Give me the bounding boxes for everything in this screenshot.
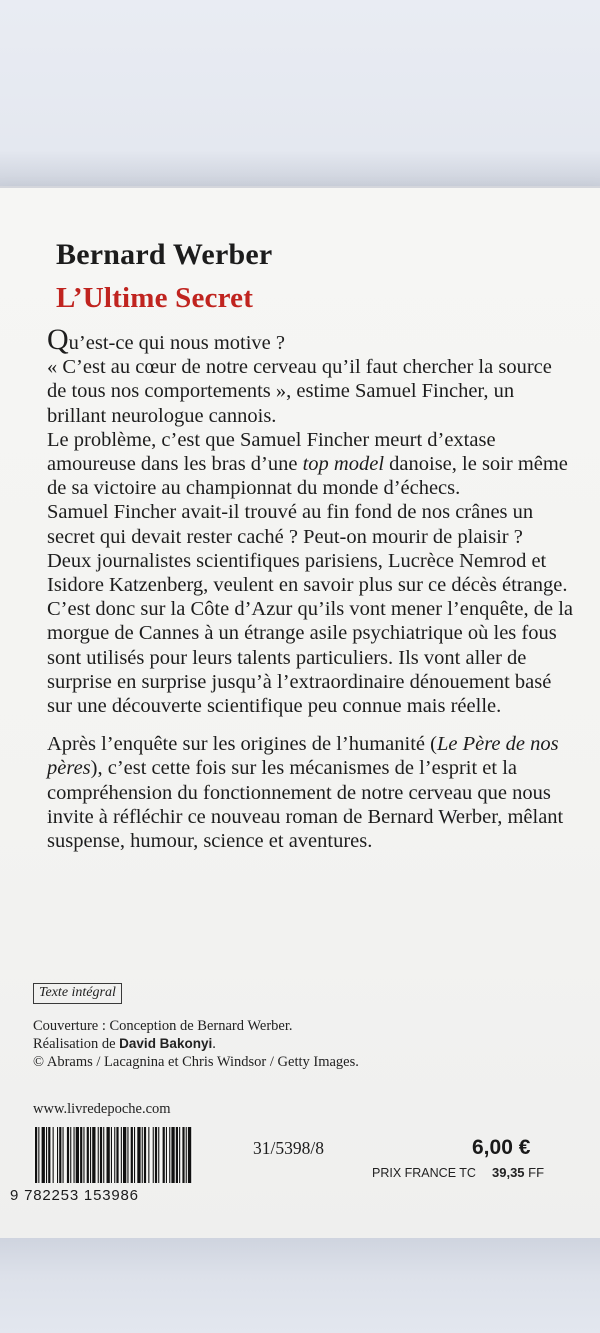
barcode-bar <box>121 1127 122 1183</box>
barcode-bar <box>67 1127 69 1183</box>
barcode-bar <box>176 1127 178 1183</box>
p5-text-before: Après l’enquête sur les origines de l’humanité ( <box>47 733 437 756</box>
realisation-suffix: . <box>212 1036 216 1052</box>
barcode-bar <box>123 1127 126 1183</box>
barcode-bar <box>46 1127 47 1183</box>
barcode-bar <box>92 1127 95 1183</box>
blurb-opening-line <box>47 323 575 356</box>
prix-france-value <box>492 1165 544 1180</box>
barcode-bar <box>103 1127 104 1183</box>
barcode-bar <box>57 1127 58 1183</box>
barcode-bar <box>163 1127 165 1183</box>
barcode-bar <box>38 1127 39 1183</box>
barcode-bar <box>42 1127 45 1183</box>
barcode-bar <box>48 1127 50 1183</box>
barcode-bar <box>53 1127 54 1183</box>
prix-france-label: PRIX FRANCE TC <box>372 1166 476 1180</box>
barcode-bar <box>182 1127 184 1183</box>
blurb-paragraph-5 <box>47 732 575 853</box>
background-shadow <box>0 150 600 190</box>
barcode-bar <box>80 1127 82 1183</box>
blurb-paragraph-1: « C’est au cœur de notre cerveau qu’il faut chercher la source de tous nos comportements », estime Samuel Fincher, un brillant neurologue cannois. <box>47 356 552 427</box>
barcode-bar <box>158 1127 159 1183</box>
barcode-bar <box>98 1127 99 1183</box>
barcode <box>33 1127 193 1183</box>
p2-italic: top model <box>302 453 385 476</box>
barcode-bar <box>74 1127 75 1183</box>
p2-text-before: Le problème, c’est que Samuel Fincher meurt d’extase amoureuse dans les bras d’une <box>47 428 496 476</box>
barcode-bar <box>76 1127 79 1183</box>
barcode-bar <box>144 1127 146 1183</box>
blurb-paragraph-2 <box>47 428 575 501</box>
barcode-bar <box>107 1127 110 1183</box>
credits <box>33 1017 553 1071</box>
barcode-bar <box>127 1127 128 1183</box>
reference-number: 31/5398/8 <box>253 1138 324 1158</box>
barcode-bar <box>137 1127 140 1183</box>
barcode-bar <box>100 1127 102 1183</box>
barcode-bar <box>87 1127 89 1183</box>
photo-credit: © Abrams / Lacagnina et Chris Windsor / Getty Images. <box>33 1054 359 1070</box>
barcode-bar <box>148 1127 149 1183</box>
opening-rest: u’est-ce qui nous motive ? <box>68 332 286 354</box>
barcode-bar <box>169 1127 170 1183</box>
p5-italic: Le Père de nos pères <box>47 733 559 780</box>
cover-credit: Couverture : Conception de Bernard Werber. <box>33 1018 293 1034</box>
blurb-paragraph-4: Deux journalistes scientifiques parisiens, Lucrèce Nemrod et Isidore Katzenberg, veulent en savoir plus sur ce décès étrange. C’est donc sur la Côte d’Azur qu’ils vont mener l’enquête, de la morgue de Cannes à un étrange asile psychiatrique où les fous sont utilisés pour leurs talents particuliers. Ils vont aller de surprise en surprise jusqu’à l’extraordinaire dénouement basé sur une découverte scientifique peu connue mais réelle. <box>47 549 574 718</box>
realisation-credit <box>33 1035 553 1053</box>
publisher-website: www.livredepoche.com <box>33 1101 171 1117</box>
author-name: Bernard Werber <box>56 238 273 271</box>
barcode-digits: 9 782253 153986 <box>10 1187 139 1204</box>
barcode-bar <box>171 1127 174 1183</box>
barcode-bar <box>59 1127 61 1183</box>
barcode-bar <box>179 1127 180 1183</box>
barcode-bar <box>134 1127 135 1183</box>
barcode-bar <box>153 1127 154 1183</box>
barcode-bar <box>83 1127 84 1183</box>
realisation-name: David Bakonyi <box>119 1036 213 1051</box>
barcode-bar <box>166 1127 167 1183</box>
barcode-bar <box>186 1127 187 1183</box>
texte-integral-box: Texte intégral <box>33 983 122 1004</box>
table-surface <box>0 1238 600 1333</box>
p5-text-after: ), c’est cette fois sur les mécanismes de l’esprit et la compréhension du fonctionnement de notre cerveau que nous invite à réfléchir ce nouveau roman de Bernard Werber, mêlant suspense, humour, science et aventures. <box>47 757 564 853</box>
prix-france-amount: 39,35 <box>492 1165 525 1180</box>
p2-text-after: danoise, le soir même de sa victoire au championnat du monde d’échecs. <box>47 453 568 500</box>
barcode-bar <box>70 1127 71 1183</box>
barcode-bar <box>142 1127 143 1183</box>
barcode-bar <box>188 1127 191 1183</box>
blurb-text <box>47 323 575 853</box>
realisation-prefix: Réalisation de <box>33 1036 120 1052</box>
barcode-bar <box>35 1127 37 1183</box>
barcode-bar <box>90 1127 91 1183</box>
opening-letter: Q <box>47 323 69 356</box>
price: 6,00 € <box>472 1136 531 1159</box>
barcode-bar <box>131 1127 133 1183</box>
barcode-bar <box>111 1127 112 1183</box>
prix-france-unit: FF <box>528 1165 545 1180</box>
paragraph-gap <box>47 718 575 732</box>
barcode-bar <box>116 1127 118 1183</box>
barcode-bar <box>63 1127 64 1183</box>
blurb-paragraph-3: Samuel Fincher avait-il trouvé au fin fond de nos crânes un secret qui devait rester caché ? Peut-on mourir de plaisir ? <box>47 501 534 548</box>
barcode-bar <box>155 1127 157 1183</box>
book-title: L’Ultime Secret <box>56 282 254 314</box>
barcode-bar <box>114 1127 115 1183</box>
